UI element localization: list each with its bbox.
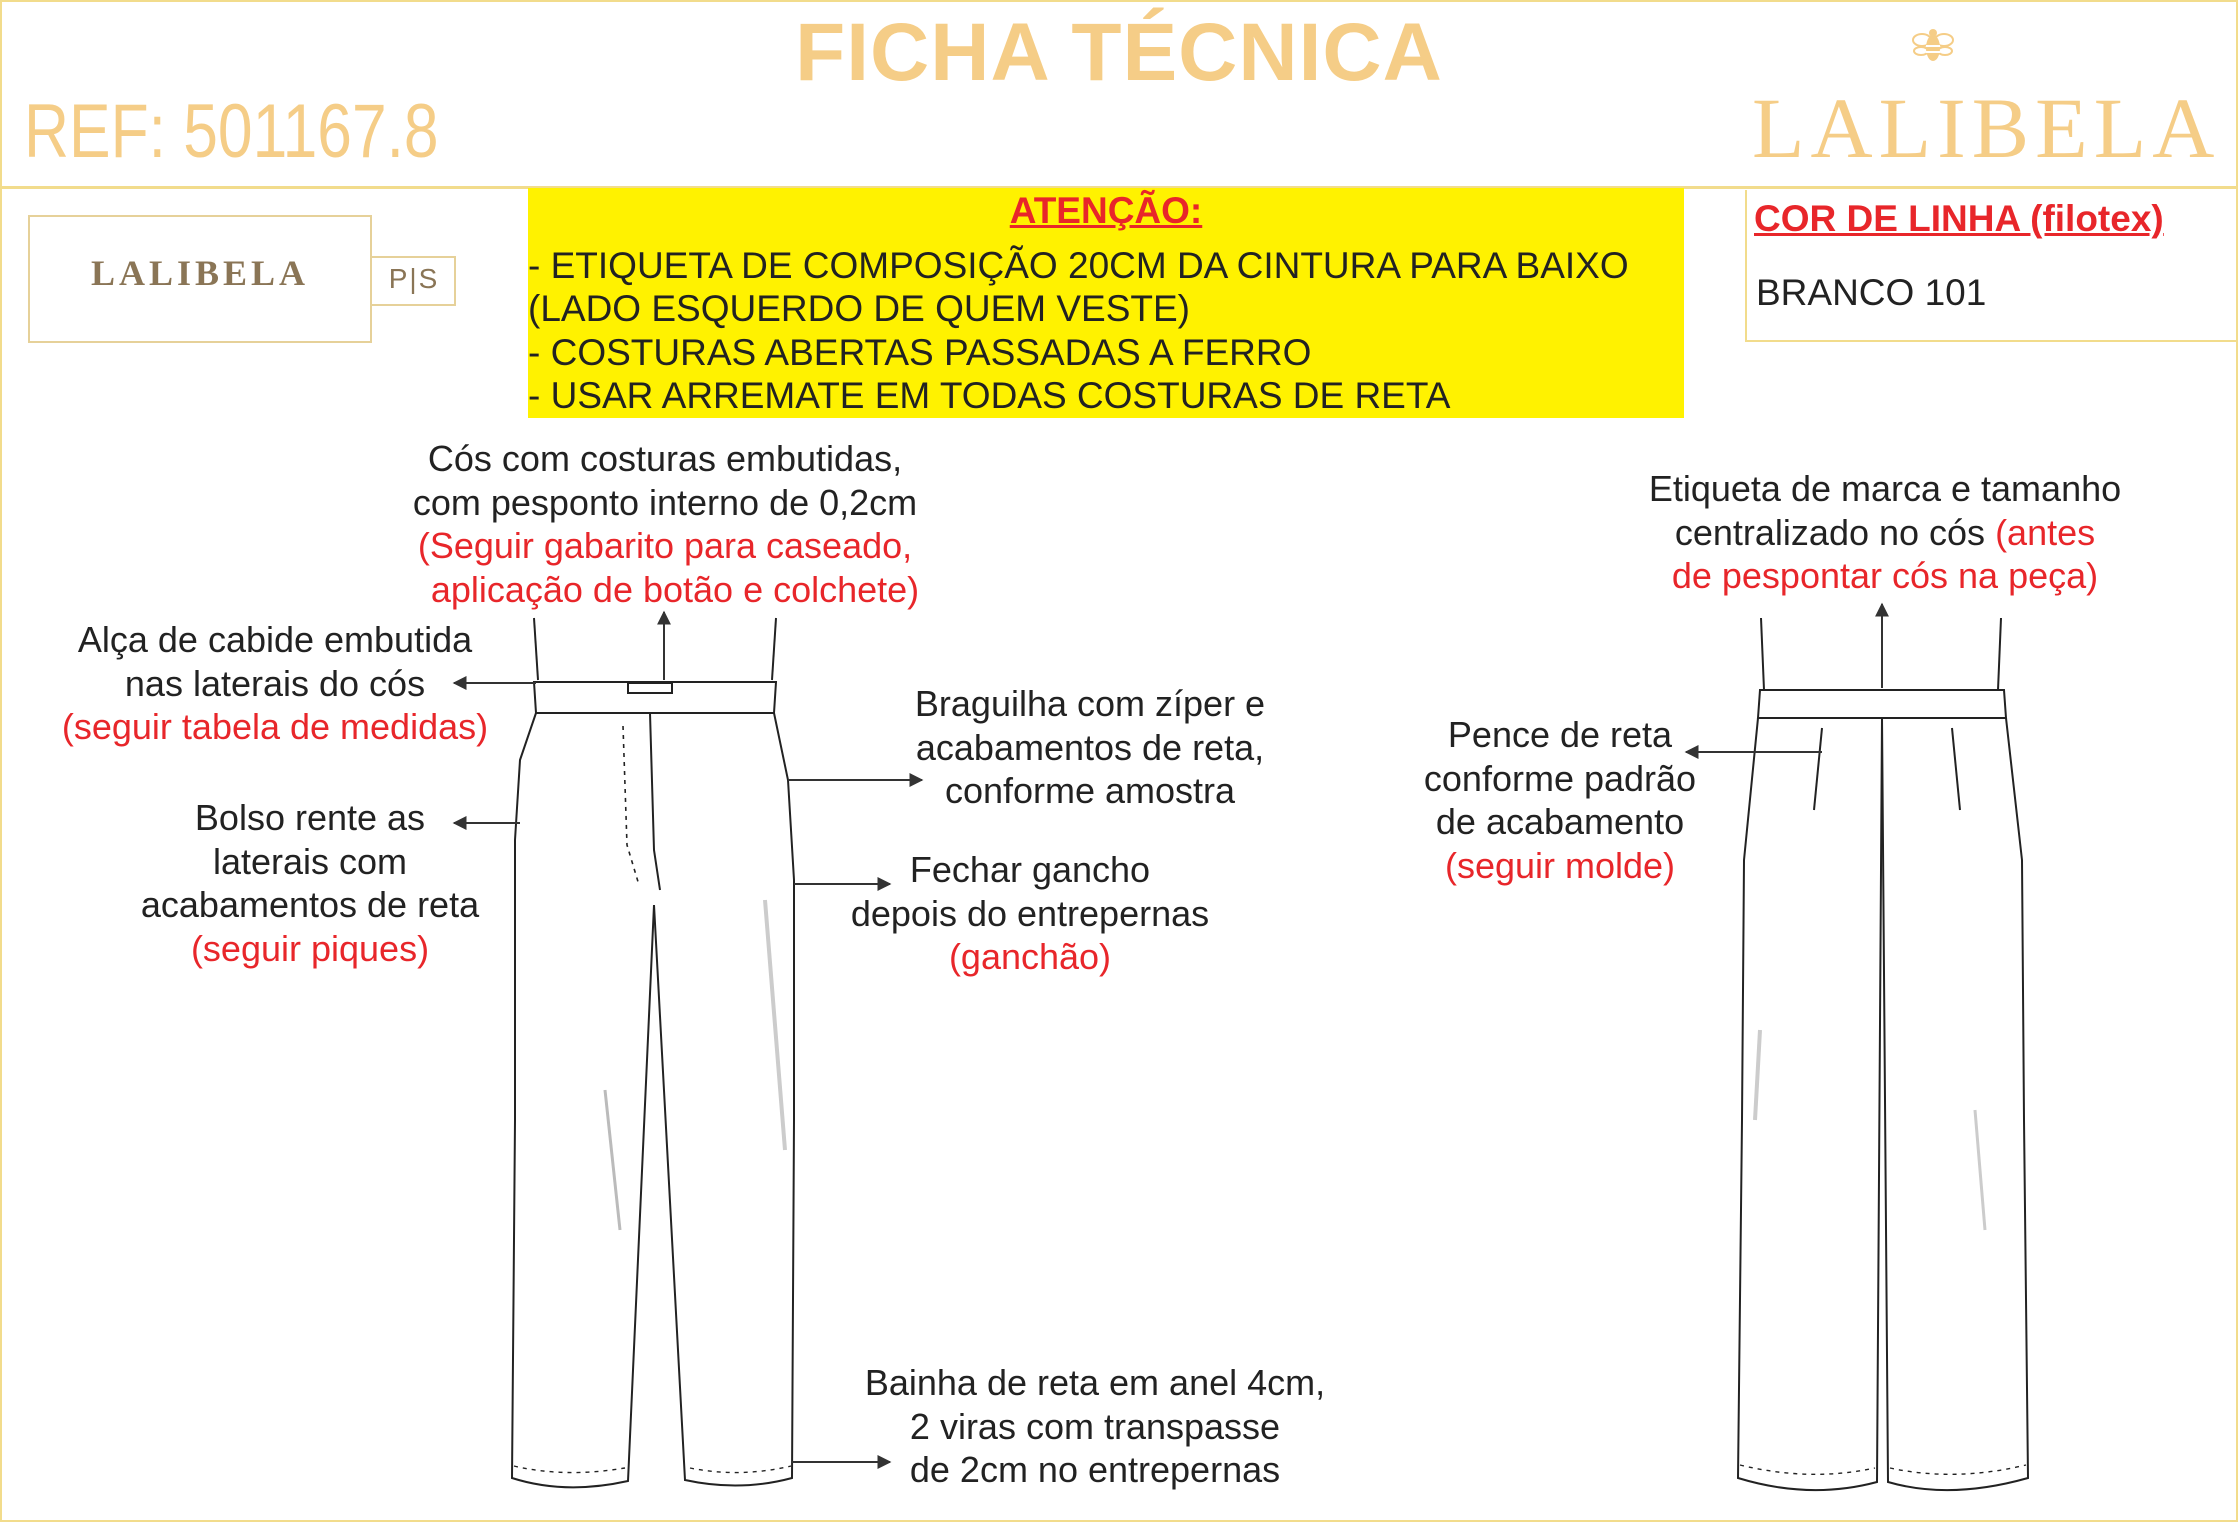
note-line: acabamentos de reta — [140, 884, 480, 925]
front-crease-left — [605, 1090, 620, 1230]
note-line-red: (antes — [1995, 511, 2096, 553]
note-line: Fechar gancho — [909, 849, 1151, 890]
note-line: depois do entrepernas — [850, 892, 1210, 934]
brand-logo: LALIBELA — [1752, 80, 2221, 176]
note-line: Bainha de reta em anel 4cm, — [864, 1362, 1326, 1403]
note-line: conforme padrão — [1423, 757, 1697, 799]
page-title: FICHA TÉCNICA — [795, 7, 1443, 98]
note-line-red: (ganchão) — [948, 936, 1112, 977]
attention-line: - USAR ARREMATE EM TODAS COSTURAS DE RETA — [528, 375, 1451, 416]
front-hem-stitch-left — [514, 1466, 625, 1473]
front-leg-outline-right — [654, 713, 794, 1486]
back-crease-right — [1975, 1110, 1985, 1230]
back-hanger-loop-right — [1998, 618, 2001, 690]
attention-line: - ETIQUETA DE COMPOSIÇÃO 20CM DA CINTURA PARA BAIXO — [528, 245, 1629, 286]
note-line: conforme amostra — [944, 770, 1236, 811]
back-crease-left — [1755, 1030, 1760, 1120]
attention-line: - COSTURAS ABERTAS PASSADAS A FERRO — [528, 332, 1312, 373]
front-fly-stitch — [623, 726, 639, 885]
attention-title: ATENÇÃO: — [1009, 190, 1203, 231]
note-line-red: (seguir piques) — [190, 927, 430, 969]
front-fly-edge — [650, 713, 660, 890]
note-line: laterais com — [212, 840, 408, 882]
note-line: acabamentos de reta, — [915, 726, 1265, 768]
note-line-red: (Seguir gabarito para caseado, — [417, 525, 913, 566]
thread-color-value: BRANCO 101 — [1756, 272, 1987, 313]
front-hem-stitch-right — [690, 1466, 791, 1473]
note-line: 2 viras com transpasse — [909, 1405, 1281, 1447]
note-line: Cós com costuras embutidas, — [427, 438, 903, 479]
note-line-red: de pespontar cós na peça) — [1671, 555, 2099, 596]
back-dart-right — [1952, 728, 1960, 810]
back-pants-drawing — [1738, 618, 2028, 1490]
thread-color-title: COR DE LINHA (filotex) — [1754, 198, 2164, 239]
front-crease-right — [765, 900, 785, 1150]
back-dart-left — [1814, 728, 1822, 810]
front-pants-drawing — [512, 618, 794, 1487]
note-line: Etiqueta de marca e tamanho — [1648, 468, 2122, 509]
front-leg-outline-left — [512, 713, 654, 1487]
back-hem-stitch-left — [1740, 1465, 1875, 1474]
reference-code: REF: 501167.8 — [24, 89, 439, 174]
note-line: Bolso rente as — [194, 797, 426, 838]
back-hem-stitch-right — [1890, 1465, 2026, 1474]
note-line: centralizado no cós — [1674, 511, 1996, 553]
front-waistband-tab — [628, 683, 672, 693]
label-size-text: P|S — [388, 263, 440, 294]
note-line: de 2cm no entrepernas — [909, 1449, 1281, 1490]
front-hanger-loop-left — [534, 618, 538, 680]
callout-arrows — [454, 604, 1882, 1462]
attention-line: (LADO ESQUERDO DE QUEM VESTE) — [528, 288, 1190, 329]
note-line: Pence de reta — [1447, 714, 1673, 755]
note-line: Braguilha com zíper e — [914, 683, 1266, 724]
back-hanger-loop-left — [1761, 618, 1764, 690]
label-sample-brand: LALIBELA — [90, 253, 310, 293]
note-line-red: (seguir molde) — [1444, 844, 1676, 886]
note-line-red: aplicação de botão e colchete) — [430, 568, 920, 610]
back-waistband — [1758, 690, 2006, 718]
back-leg-outline-right — [1882, 718, 2028, 1490]
front-waistband — [534, 682, 776, 713]
note-line: Alça de cabide embutida — [77, 619, 473, 660]
back-leg-outline-left — [1738, 718, 1882, 1490]
front-hanger-loop-right — [772, 618, 776, 680]
note-line: de acabamento — [1435, 801, 1685, 842]
note-line: com pesponto interno de 0,2cm — [412, 481, 918, 523]
note-line-red: (seguir tabela de medidas) — [61, 706, 489, 747]
note-line: nas laterais do cós — [124, 662, 426, 704]
